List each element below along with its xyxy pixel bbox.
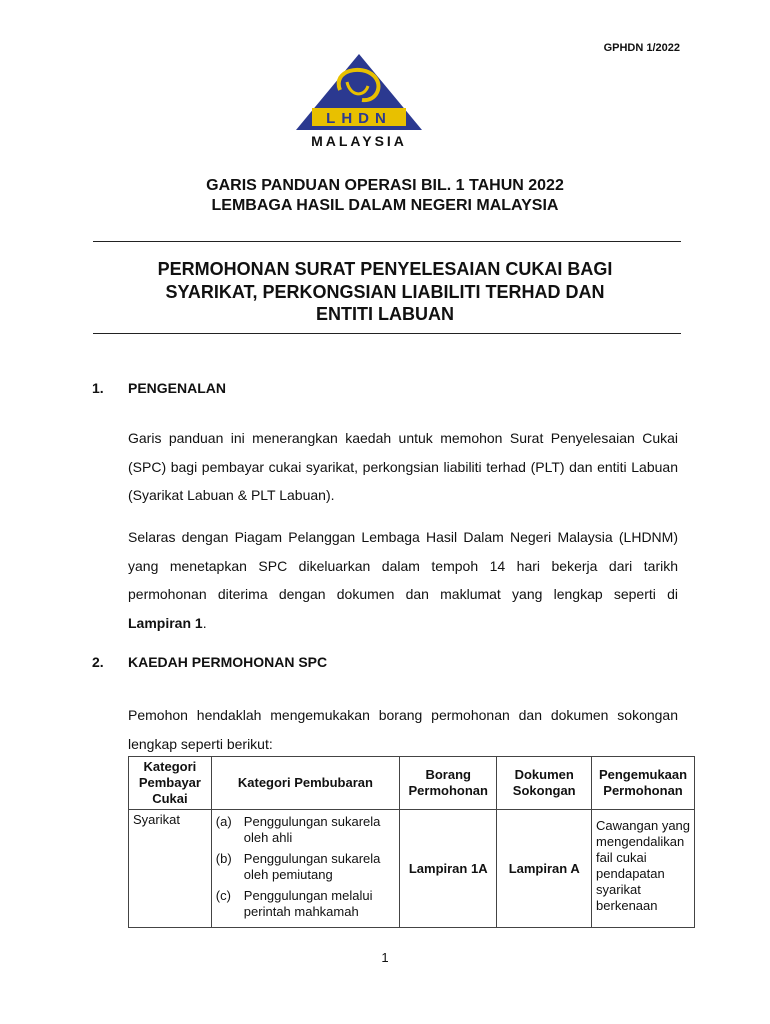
lampiran-1-reference: Lampiran 1 <box>128 614 203 631</box>
document-reference: GPHDN 1/2022 <box>603 42 680 54</box>
option-c-label: (c) <box>215 888 231 903</box>
option-b-text: Penggulungan sukarela oleh pemiutang <box>243 851 381 882</box>
logo-text-sub: MALAYSIA <box>311 133 407 149</box>
header-dissolution-category: Kategori Pembubaran <box>211 757 399 810</box>
section-1-paragraph-2 <box>128 523 678 637</box>
option-a-text: Penggulungan sukarela oleh ahli <box>243 814 381 845</box>
cell-form: Lampiran 1A <box>400 810 497 928</box>
application-table <box>128 756 695 928</box>
option-c <box>216 888 395 920</box>
divider-top <box>93 241 681 242</box>
table-row <box>129 810 695 928</box>
lhdn-logo <box>292 52 426 150</box>
option-b <box>216 851 395 883</box>
logo-text-main: LHDN <box>326 110 392 127</box>
option-a <box>216 814 395 846</box>
divider-bottom <box>93 333 681 334</box>
para2-end: . <box>202 614 207 631</box>
page-number: 1 <box>381 950 389 965</box>
subtitle-line-2: SYARIKAT, PERKONGSIAN LIABILITI TERHAD DAN <box>165 282 605 302</box>
section-1-number: 1. <box>92 380 104 396</box>
header-taxpayer-category: Kategori Pembayar Cukai <box>129 757 212 810</box>
title-line-1: GARIS PANDUAN OPERASI BIL. 1 TAHUN 2022 <box>206 177 564 194</box>
section-2-paragraph-1: Pemohon hendaklah mengemukakan borang permohonan dan dokumen sokongan lengkap seperti berikut: <box>128 707 678 752</box>
title-line-2: LEMBAGA HASIL DALAM NEGERI MALAYSIA <box>211 197 559 214</box>
option-a-label: (a) <box>215 814 232 829</box>
cell-dissolution-options <box>211 810 399 928</box>
header-supporting-documents: Dokumen Sokongan <box>497 757 592 810</box>
cell-category: Syarikat <box>129 810 212 928</box>
section-1-paragraph-1: Garis panduan ini menerangkan kaedah untuk memohon Surat Penyelesaian Cukai (SPC) bagi pembayar cukai syarikat, perkongsian liabiliti terhad (PLT) dan entiti Labuan (Syarikat Labuan & PLT Labuan). <box>128 430 678 504</box>
header-submission: Pengemukaan Permohonan <box>592 757 695 810</box>
section-2-number: 2. <box>92 654 104 670</box>
cell-submission: Cawangan yang mengendalikan fail cukai pendapatan syarikat berkenaan <box>592 810 695 928</box>
section-1-title: PENGENALAN <box>128 380 227 396</box>
cell-docs: Lampiran A <box>497 810 592 928</box>
table-header-row <box>129 757 695 810</box>
header-application-form: Borang Permohonan <box>400 757 497 810</box>
section-2-title: KAEDAH PERMOHONAN SPC <box>128 654 328 670</box>
option-b-label: (b) <box>215 851 232 866</box>
subtitle-line-1: PERMOHONAN SURAT PENYELESAIAN CUKAI BAGI <box>157 259 613 279</box>
option-c-text: Penggulungan melalui perintah mahkamah <box>243 888 373 919</box>
para2-text: Selaras dengan Piagam Pelanggan Lembaga Hasil Dalam Negeri Malaysia (LHDNM) yang menetapkan SPC dikeluarkan dalam tempoh 14 hari bekerja dari tarikh permohonan diterima dengan dokumen dan maklumat yang lengkap seperti di <box>128 529 678 603</box>
subtitle-line-3: ENTITI LABUAN <box>316 304 454 324</box>
